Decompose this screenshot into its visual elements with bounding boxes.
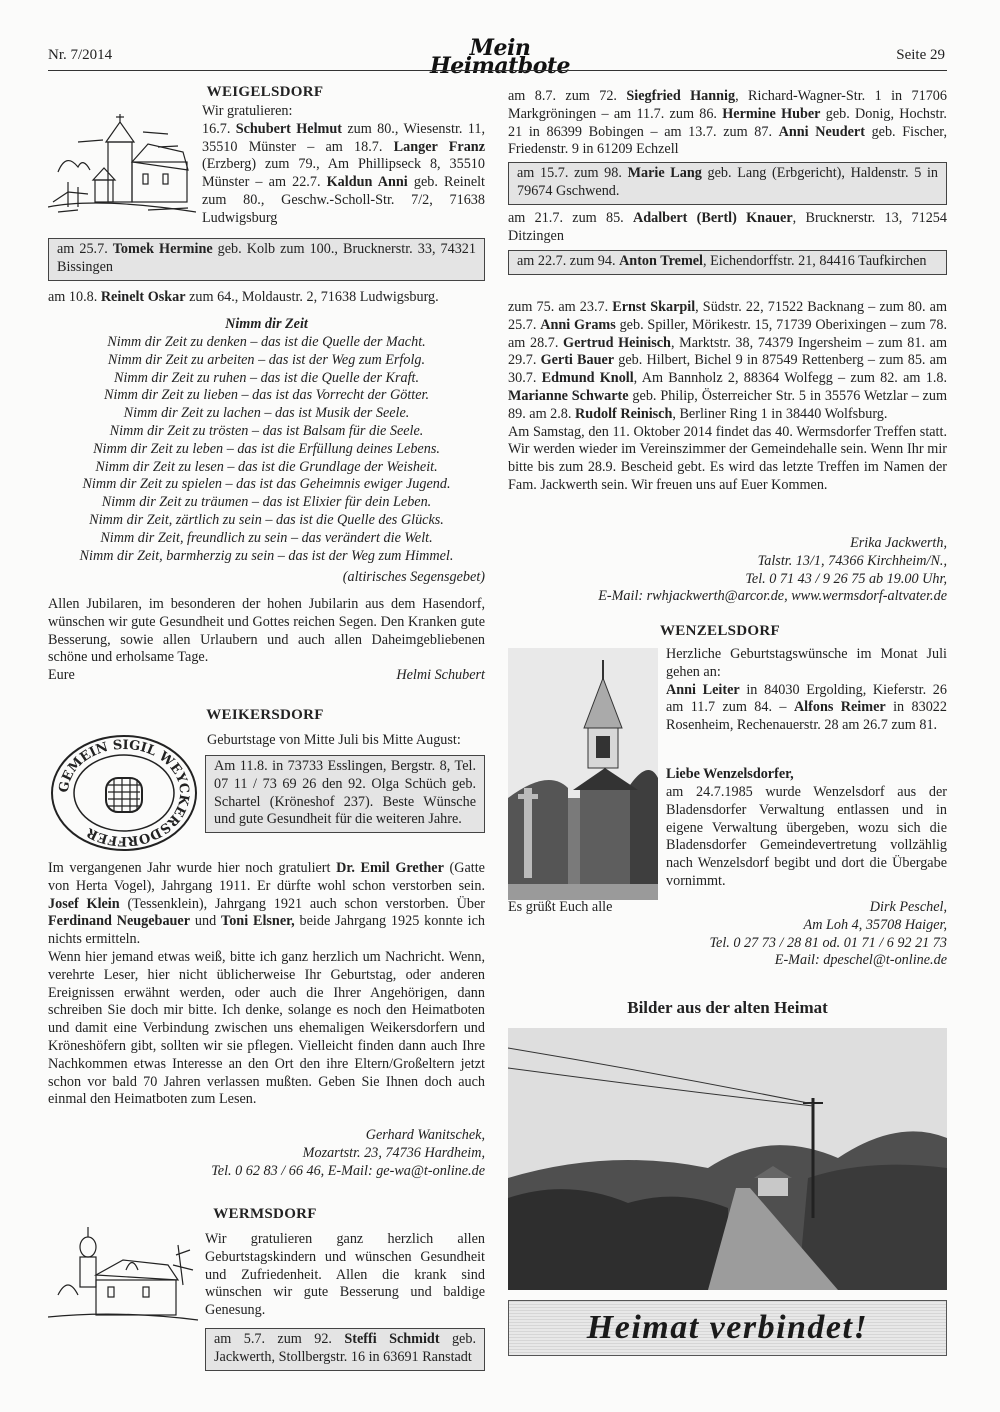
text-line: Dirk Peschel,	[869, 899, 947, 915]
paragraph	[666, 682, 947, 735]
text-line: Nimm dir Zeit zu arbeiten – das ist der Weg zum Erfolg.	[107, 351, 426, 368]
signature-dirk-peschel	[660, 899, 947, 970]
text-line: Nimm dir Zeit, barmherzig zu sein – das ist der Weg zum Himmel.	[79, 547, 454, 564]
paragraph	[517, 253, 938, 271]
text-run: , Marktstr. 38, 74379 Ingersheim – zum 81. am 29.7.	[508, 334, 947, 369]
text-line: Erika Jackwerth,	[850, 535, 947, 551]
signature-helmi-schubert: Helmi Schubert	[396, 667, 485, 683]
person-name: Josef Klein	[48, 895, 120, 912]
poem-source: (altirisches Segensgebet)	[342, 569, 485, 585]
paragraph	[508, 299, 947, 424]
weigelsdorf-highlight-box	[48, 238, 485, 281]
signature-gerhard-wanitschek	[150, 1127, 485, 1180]
village-road-photo	[508, 1028, 947, 1290]
page-number: Seite 29	[896, 47, 945, 63]
text-run: 16.7.	[202, 120, 236, 137]
person-name: Dr. Emil Grether	[336, 860, 444, 876]
text-run: geb. Reinelt zum 80., Geschw.-Scholl-Str. 7/2, 71638 Ludwigsburg	[202, 174, 485, 226]
text-run: geb. Hilbert, Bichel 9 in 87549 Rettenberg – zum 85. am 30.7.	[508, 352, 947, 387]
text-run: in 84030 Ergolding, Kieferstr. 26 am 11.7 zum 84. –	[666, 681, 947, 716]
text-line: Nimm dir Zeit zu denken – das ist die Quelle der Macht.	[107, 334, 426, 350]
person-name: Langer Franz	[393, 138, 485, 155]
text-run: beide Jahrgang 1925 konnte ich nichts ermitteln.	[48, 913, 485, 948]
section-heading-wenzelsdorf: WENZELSDORF	[660, 623, 780, 639]
text-run: (Tessenklein), Jahrgang 1921 auch schon verstorben. Über	[119, 895, 485, 912]
person-name: Alfons Reimer	[793, 699, 886, 716]
text-line: Nimm dir Zeit zu spielen – das ist das Geheimnis ewiger Jugend.	[82, 476, 451, 493]
person-name: Anni Leiter	[666, 681, 740, 698]
municipal-seal	[48, 733, 200, 853]
text-line: Tel. 0 27 73 / 28 81 od. 01 71 / 6 92 21 73	[709, 934, 947, 951]
text-run: am 10.8.	[48, 289, 101, 305]
text-line: E-Mail: dpeschel@t-online.de	[774, 952, 947, 969]
person-name: Hermine Huber	[722, 105, 821, 122]
person-name: Marianne Schwarte	[508, 387, 629, 404]
paragraph	[517, 165, 938, 201]
text-line: Talstr. 13/1, 74366 Kirchheim/N.,	[757, 552, 947, 569]
text-line: Nimm dir Zeit zu trösten – das ist Balsam für die Seele.	[109, 422, 424, 439]
wermsdorf-birthdays-3	[508, 299, 947, 495]
text-run: geb. Kolb zum 100., Brucknerstr. 33, 74321 Bissingen	[57, 241, 476, 275]
text-run: , Brucknerstr. 13, 71254 Ditzingen	[508, 210, 947, 244]
text-line: Nimm dir Zeit, zärtlich zu sein – das ist die Quelle des Glücks.	[89, 511, 444, 528]
person-name: Steffi Schmidt	[344, 1330, 440, 1347]
paragraph	[48, 860, 485, 949]
person-name: Anni Grams	[540, 316, 616, 333]
text-run: , Am Bannholz 2, 88364 Wolfegg – zum 82. am 1.8.	[633, 370, 948, 387]
poem-title: Nimm dir Zeit	[225, 316, 308, 332]
text-line: Tel. 0 62 83 / 66 46, E-Mail: ge-wa@t-online.de	[211, 1162, 485, 1179]
paragraph	[202, 121, 485, 228]
text-run: geb. Fischer, Friedenstr. 9 in 61209 Echzell	[508, 123, 947, 158]
person-name: Gerti Bauer	[540, 352, 615, 369]
text-run: , Richard-Wagner-Str. 1 in 71706 Markgröningen – am 11.7. zum 86.	[508, 88, 947, 122]
weigelsdorf-after	[48, 289, 485, 307]
text-run: Im vergangenen Jahr wurde hier noch gratuliert	[48, 860, 337, 876]
text-line: Nimm dir Zeit zu leben – das ist die Erfüllung deines Lebens.	[93, 440, 440, 457]
signature-erika-jackwerth	[560, 535, 947, 606]
person-name: Ernst Skarpil	[612, 299, 696, 315]
text-run: in 83022 Rosenheim, Rechenauerstr. 28 am 26.7 zum 81.	[666, 699, 947, 734]
text-run: , Eichendorffstr. 21, 84416 Taufkirchen	[703, 253, 927, 269]
text-run: am 22.7. zum 94.	[517, 253, 620, 269]
person-name: Kaldun Anni	[326, 174, 408, 191]
seal-lettering: GEMEIN SIGIL WEYCKERSDORFFER	[56, 737, 192, 849]
person-name: Schubert Helmut	[235, 120, 342, 137]
person-name: Edmund Knoll	[541, 370, 634, 387]
text-run: Herzliche Geburtstagswünsche im Monat Juli gehen an:	[666, 646, 947, 680]
text-run: (Erzberg) zum 79., Am Phillipseck 8, 35510 Münster – am 22.7.	[202, 156, 485, 191]
wenzelsdorf-subheading: Liebe Wenzelsdorfer,	[666, 766, 794, 782]
text-line: Mozartstr. 23, 74736 Hardheim,	[302, 1144, 485, 1161]
text-run: , Südstr. 22, 71522 Backnang – zum 80. am 25.7.	[508, 299, 947, 333]
wermsdorf-highlight-box	[205, 1328, 485, 1371]
text-run: und	[190, 913, 222, 930]
wenzelsdorf-body: am 24.7.1985 wurde Wenzelsdorf aus der Bladensdorfer Verwaltung entlassen und in eigene Verwaltung übergeben, wozu sich die Bladensdorfer Gemeindevertretung vollzählig nach Wenzelsdorf begibt und dort die Übergabe vornimmt.	[666, 784, 947, 889]
person-name: Rudolf Reinisch	[575, 405, 673, 422]
text-run: zum 64., Moldaustr. 2, 71638 Ludwigsburg.	[185, 289, 439, 305]
wenzelsdorf-intro	[666, 646, 947, 735]
text-line: Gerhard Wanitschek,	[365, 1127, 485, 1143]
text-run: am 15.7. zum 98.	[517, 165, 628, 181]
paragraph	[508, 88, 947, 159]
wermsdorf-highlight-box-2	[508, 162, 947, 205]
wermsdorf-intro-block	[205, 1231, 485, 1371]
closing-eure: Eure	[48, 667, 75, 683]
paragraph	[508, 424, 947, 495]
gallery-heading: Bilder aus der alten Heimat	[627, 998, 828, 1017]
paragraph	[202, 103, 485, 121]
church-illustration	[48, 112, 196, 216]
person-name: Marie Lang	[627, 165, 702, 181]
person-name: Anton Tremel	[619, 253, 704, 269]
paragraph	[57, 241, 476, 277]
paragraph	[214, 1331, 476, 1367]
text-line: Nimm dir Zeit zu lesen – das ist die Grundlage der Weisheit.	[95, 458, 438, 475]
text-run: am 8.7. zum 72.	[508, 88, 627, 104]
heimat-verbindet-banner	[508, 1300, 947, 1356]
person-name: Reinelt Oskar	[100, 289, 186, 305]
person-name: Adalbert (Bertl) Knauer	[633, 210, 793, 226]
text-line: Am Loh 4, 35708 Haiger,	[803, 916, 947, 933]
wenzelsdorf-greeting: Es grüßt Euch alle	[508, 899, 613, 915]
text-run: Wir gratulieren:	[202, 103, 293, 119]
text-line: Nimm dir Zeit zu lachen – das ist Musik der Seele.	[123, 405, 410, 422]
wermsdorf-intro: Wir gratulieren ganz herzlich allen Geburtstagskindern und wünschen Gesundheit und Zufriedenheit. Allen die krank sind wünschen wir gute Besserung und baldige Genesung.	[205, 1231, 485, 1319]
wermsdorf-birthdays-2	[508, 210, 947, 246]
header-rule	[48, 70, 947, 71]
text-run: zum 75. am 23.7.	[508, 299, 613, 315]
paragraph	[48, 949, 485, 1109]
text-run: geb. Jackwerth, Stollbergstr. 16 in 63691 Ranstadt	[214, 1330, 476, 1365]
paragraph	[666, 646, 947, 682]
text-line: Nimm dir Zeit zu träumen – das ist Elixier für dein Leben.	[101, 494, 432, 511]
section-heading-weigelsdorf: WEIGELSDORF	[206, 84, 324, 100]
weikersdorf-body	[48, 860, 485, 1109]
weikersdorf-highlight-box	[205, 755, 485, 833]
paragraph	[508, 210, 947, 246]
poem	[40, 334, 493, 565]
text-run: am 5.7. zum 92.	[214, 1330, 345, 1347]
text-run: zum 80., Wiesenstr. 11, 35510 Münster – am 18.7.	[202, 120, 485, 155]
paragraph	[214, 758, 476, 829]
issue-number: Nr. 7/2014	[48, 47, 113, 63]
person-name: Toni Elsner,	[221, 913, 295, 930]
section-heading-weikersdorf: WEIKERSDORF	[206, 707, 324, 723]
text-run: geb. Spiller, Mörikestr. 15, 71739 Oberixingen – zum 78. am 28.7.	[508, 316, 948, 351]
banner-text: Heimat verbindet!	[586, 1309, 869, 1347]
weigelsdorf-closing: Allen Jubilaren, im besonderen der hohen Jubilarin aus dem Hasendorf, wünschen wir gute Gesundheit und Gottes reichen Segen. Den Kranken gute Besserung, sowie allen Urlaubern und auch allen Daheimgebliebenen schöne und erholsame Tage.	[48, 596, 485, 666]
text-run: Am 11.8. in 73733 Esslingen, Bergstr. 8, Tel. 07 11 / 73 69 26 den 92. Olga Schüch geb. Schartel (Kröneshof 237). Beste Wünsche und gute Gesundheit für die weiteren Jahre.	[214, 758, 476, 828]
text-run: Am Samstag, den 11. Oktober 2014 findet das 40. Wermsdorfer Treffen statt. Wir werden wieder im Vereinszimmer der Gemeindehalle sein. Wenn Ihr mir bitte bis zum 28.9. Bescheid gebt. Es wird das letzte Treffen im Namen der Fam. Jackwerth sein. Wir freuen uns auf Euer Kommen.	[508, 423, 947, 493]
text-run: (Gatte von Herta Vogel), Jahrgang 1911. Er dürfte wohl schon verstorben sein.	[48, 860, 485, 894]
person-name: Gertrud Heinisch	[563, 334, 671, 351]
text-line: Tel. 0 71 43 / 9 26 75 ab 19.00 Uhr,	[745, 570, 947, 587]
paragraph	[48, 289, 485, 307]
text-run: am 21.7. zum 85.	[508, 210, 634, 226]
chapel-illustration	[48, 1225, 200, 1325]
text-line: Nimm dir Zeit, freundlich zu sein – das verändert die Welt.	[100, 529, 433, 546]
person-name: Tomek Hermine	[112, 241, 213, 257]
text-line: Nimm dir Zeit zu ruhen – das ist die Quelle der Kraft.	[113, 369, 420, 386]
person-name: Ferdinand Neugebauer	[48, 913, 191, 930]
weigelsdorf-intro	[202, 103, 485, 228]
masthead-logo: Mein Heimatbote	[429, 35, 571, 79]
wermsdorf-highlight-box-3	[508, 250, 947, 275]
text-run: Wenn hier jemand etwas weiß, bitte ich ganz herzlich um Nachricht. Wenn, verehrte Leser, hier nicht üblicherweise Ihr Geburtstag, oder anderen Ereignissen erwähnt werden, oder auch die Ihrer Angehörigen, dann schreiben Sie doch mir bitte. Ich denke, solange es noch den Heimatboten und damit eine Verbindung zwischen uns ehemaligen Weikersdorfern und Kröneshöfern gibt, sollten wir sie pflegen. Vielleicht finden dann auch Ihre Nachkommen etwas Interesse an den Ort den ihre Eltern/Großeltern jetzt schon vor bald 70 Jahren verlassen mußten. Geben Sie Ihnen doch auch einmal den Heimatboten zum Lesen.	[48, 948, 485, 1108]
person-name: Siegfried Hannig	[626, 88, 736, 104]
person-name: Anni Neudert	[778, 123, 865, 140]
section-heading-wermsdorf: WERMSDORF	[213, 1206, 317, 1222]
text-run: geb. Lang (Erbgericht), Haldenstr. 5 in 79674 Gschwend.	[517, 165, 939, 199]
text-line: E-Mail: rwhjackwerth@arcor.de, www.wermsdorf-altvater.de	[598, 588, 947, 605]
text-run: geb. Philip, Österreicher Str. 5 in 35576 Wetzlar – zum 89. am 2.8.	[508, 387, 947, 422]
text-line: Nimm dir Zeit zu lieben – das ist das Vorrecht der Götter.	[104, 387, 429, 404]
weikersdorf-intro: Geburtstage von Mitte Juli bis Mitte August:	[207, 732, 461, 748]
text-run: geb. Donig, Hochstr. 21 in 86399 Bobingen – am 13.7. zum 87.	[508, 105, 947, 140]
chapel-photo	[508, 648, 658, 900]
text-run: , Berliner Ring 1 in 38440 Wolfsburg.	[672, 405, 888, 422]
text-run: am 25.7.	[57, 241, 113, 257]
wermsdorf-birthdays-1	[508, 88, 947, 159]
